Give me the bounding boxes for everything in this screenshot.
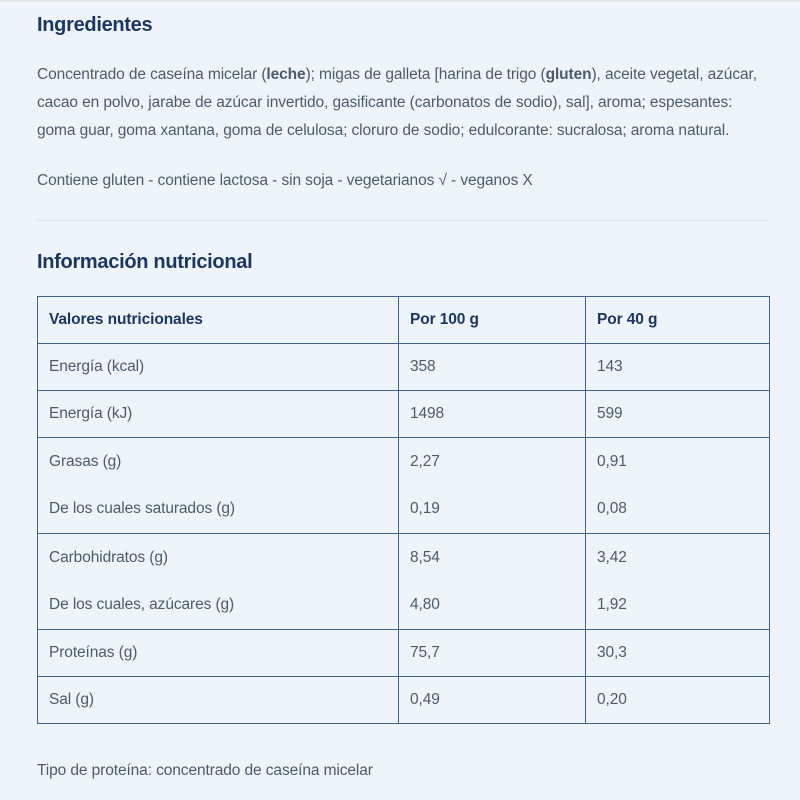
ingredients-heading: Ingredientes [37,14,153,36]
row-value-per100: 8,54 [399,534,586,582]
row-label: Sal (g) [38,677,399,724]
column-header-per40g: Por 40 g [586,297,770,344]
row-label: Energía (kJ) [38,391,399,438]
table-row [38,677,770,724]
section-divider [37,220,769,221]
ingredients-segment: Concentrado de caseína micelar ( [37,66,267,83]
row-value-per100: 0,49 [399,677,586,724]
ingredients-paragraph [37,61,769,145]
table-row [38,438,770,486]
row-label: De los cuales, azúcares (g) [38,582,399,630]
column-header-values: Valores nutricionales [38,297,399,344]
row-label: Energía (kcal) [38,344,399,391]
nutrition-heading: Información nutricional [37,251,253,273]
table-row [38,582,770,630]
ingredients-segment: ); migas de galleta [harina de trigo ( [305,66,546,83]
row-value-per40: 1,92 [586,582,770,630]
row-value-per40: 0,91 [586,438,770,486]
table-row [38,486,770,534]
table-row [38,630,770,677]
row-value-per100: 2,27 [399,438,586,486]
row-value-per40: 599 [586,391,770,438]
dietary-claims-line: Contiene gluten - contiene lactosa - sin soja - vegetarianos √ - veganos X [37,172,533,189]
table-row [38,344,770,391]
row-value-per100: 1498 [399,391,586,438]
table-row [38,391,770,438]
row-value-per100: 75,7 [399,630,586,677]
row-label: Carbohidratos (g) [38,534,399,582]
row-label: Proteínas (g) [38,630,399,677]
table-header-row [38,297,770,344]
row-value-per40: 3,42 [586,534,770,582]
row-value-per40: 0,08 [586,486,770,534]
allergen-gluten: gluten [545,66,592,83]
row-value-per100: 358 [399,344,586,391]
column-header-per100g: Por 100 g [399,297,586,344]
row-value-per40: 0,20 [586,677,770,724]
nutrition-info-section [0,2,800,785]
row-value-per40: 30,3 [586,630,770,677]
nutrition-table [37,296,770,724]
allergen-leche: leche [266,66,306,83]
row-value-per100: 0,19 [399,486,586,534]
table-row [38,534,770,582]
row-label: De los cuales saturados (g) [38,486,399,534]
row-value-per100: 4,80 [399,582,586,630]
ingredients-segment: ), aceite vegetal, azúcar, cacao en polvo, jarabe de azúcar invertido, gasificante (carbonatos de sodio), sal], aroma; espesantes: goma guar, goma xantana, goma de celulosa; cloruro de sodio; edulcorante: sucralosa; aroma natural. [37,66,757,139]
protein-type-footnote: Tipo de proteína: concentrado de caseína micelar [37,762,373,779]
row-value-per40: 143 [586,344,770,391]
row-label: Grasas (g) [38,438,399,486]
